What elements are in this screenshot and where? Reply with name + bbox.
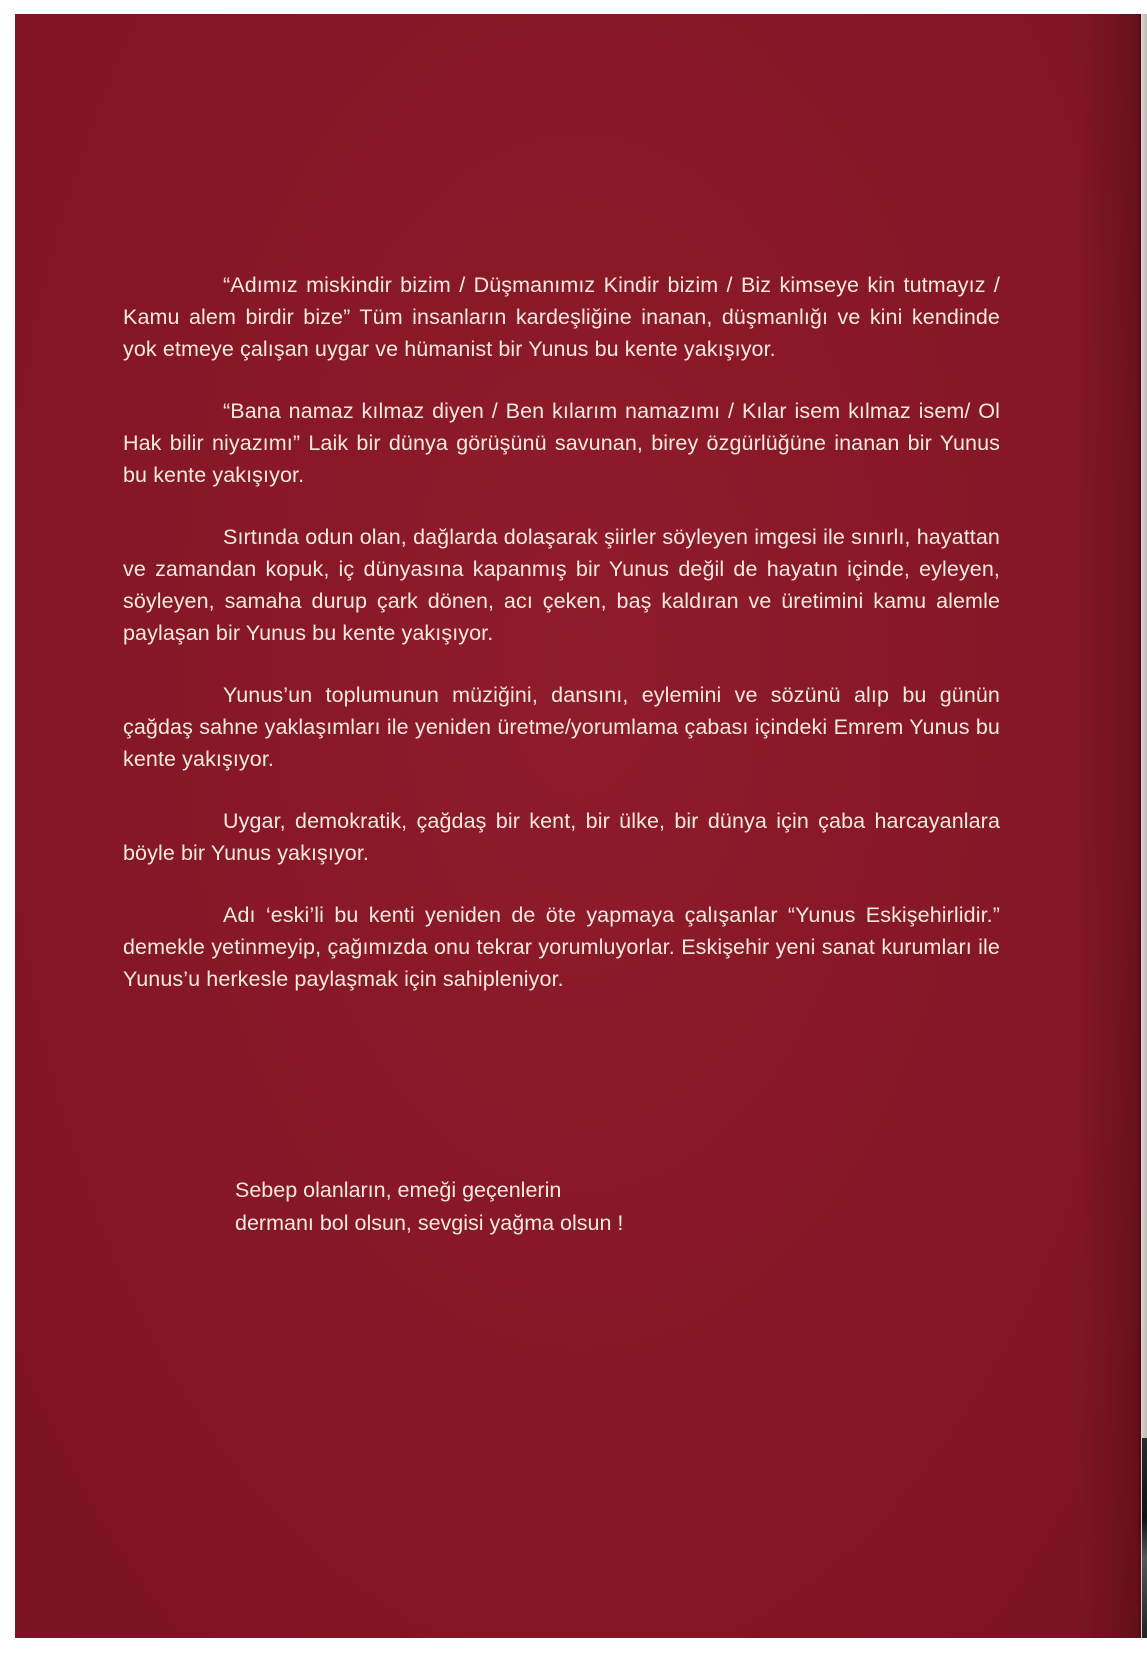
closing-note — [235, 1174, 623, 1240]
paragraph-4: Yunus’un toplumunun müziğini, dansını, eylemini ve sözünü alıp bu günün çağdaş sahne yaklaşımları ile yeniden üretme/yorumlama çabası içindeki Emrem Yunus bu kente yakışıyor. — [123, 683, 1000, 771]
paragraph-3: Sırtında odun olan, dağlarda dolaşarak şiirler söyleyen imgesi ile sınırlı, hayattan ve zamandan kopuk, iç dünyasına kapanmış bir Yunus değil de hayatın içinde, eyleyen, söyleyen, samaha durup çark dönen, acı çeken, baş kaldıran ve üretimini kamu alemle paylaşan bir Yunus bu kente yakışıyor. — [123, 525, 1000, 645]
page-edge — [1137, 14, 1147, 1638]
text-body — [123, 269, 1000, 1025]
paragraph-1: “Adımız miskindir bizim / Düşmanımız Kindir bizim / Biz kimseye kin tutmayız / Kamu alem birdir bize” Tüm insanların kardeşliğine inanan, düşmanlığı ve kini kendinde yok etmeye çalışan uygar ve hümanist bir Yunus bu kente yakışıyor. — [123, 273, 1000, 361]
closing-line-2: dermanı bol olsun, sevgisi yağma olsun ! — [235, 1211, 624, 1235]
paragraph-6: Adı ‘eski’li bu kenti yeniden de öte yapmaya çalışanlar “Yunus Eskişehirlidir.” demekle yetinmeyip, çağımızda onu tekrar yorumluyorlar. Eskişehir yeni sanat kurumları ile Yunus’u herkesle paylaşmak için sahipleniyor. — [123, 903, 1000, 991]
document-page — [15, 14, 1147, 1638]
paragraph-2: “Bana namaz kılmaz diyen / Ben kılarım namazımı / Kılar isem kılmaz isem/ Ol Hak bilir niyazımı” Laik bir dünya görüşünü savunan, birey özgürlüğüne inanan bir Yunus bu kente yakışıyor. — [123, 399, 1000, 487]
paragraph-5: Uygar, demokratik, çağdaş bir kent, bir ülke, bir dünya için çaba harcayanlara böyle bir Yunus yakışıyor. — [123, 809, 1000, 865]
closing-line-1: Sebep olanların, emeği geçenlerin — [235, 1178, 562, 1202]
